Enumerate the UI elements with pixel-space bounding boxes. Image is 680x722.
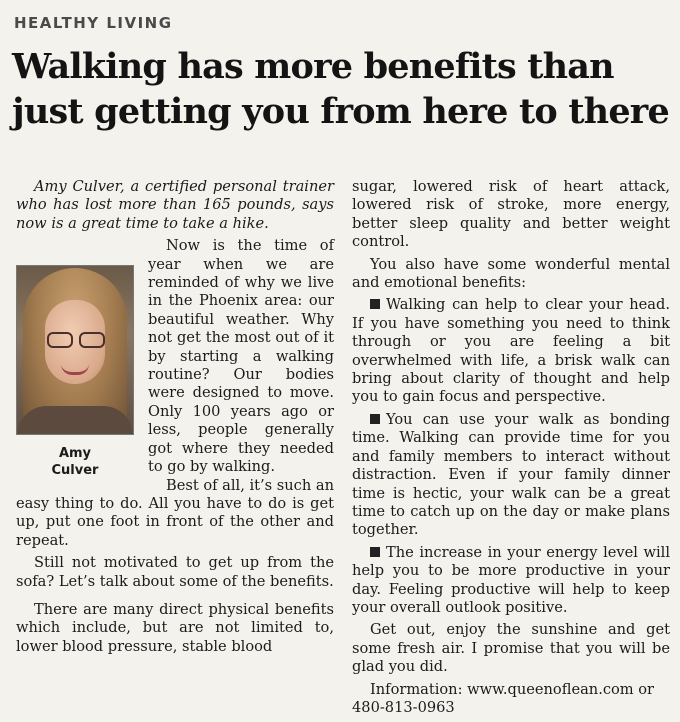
paragraph-continued: sugar, lowered risk of heart attack, lowered risk of stroke, more energy, better sleep quality and better weight control. <box>352 178 670 251</box>
information-line: Information: www.queenoflean.com or 480-813-0963 <box>352 680 655 716</box>
bullet-text: Walking can help to clear your head. If you have something you need to think through or you are feeling a bit overwhelmed with life, a brisk walk can bring about clarity of thought and help you to gain focus and perspective. <box>352 296 670 406</box>
paragraph-physical-benefits: There are many direct physical benefits which include, but are not limited to, lower blood pressure, stable blood <box>16 600 334 655</box>
caption-line-1: Amy <box>58 446 92 462</box>
left-column <box>16 178 334 656</box>
photo-caption <box>16 445 134 479</box>
paragraph-text: Now is the time of year when we are reminded of why we live in the Phoenix area: our beautiful weather. Why not get the most out of it by starting a walking routine? Our bodies were designed to move. Only 100 years ago or less, people generally got where they needed to go by walking. <box>148 237 334 476</box>
section-label: HEALTHY LIVING <box>14 14 173 32</box>
paragraph-still-not-motivated: Still not motivated to get up from the sofa? Let’s talk about some of the benefits. <box>16 554 334 590</box>
intro-paragraph: Amy Culver, a certified personal trainer who has lost more than 165 pounds, says now is a great time to take a hike. <box>16 178 334 232</box>
caption-line-2: Culver <box>51 463 99 479</box>
right-column <box>352 178 670 717</box>
bullet-text: You can use your walk as bonding time. Walking can provide time for you and family members to interact without distraction. Even if your family dinner time is hectic, your walk can be a great time to catch up on the day or make plans together. <box>352 410 670 539</box>
paragraph-mental-benefits: You also have some wonderful mental and emotional benefits: <box>352 255 670 292</box>
author-photo-box <box>16 265 134 479</box>
square-bullet-icon <box>370 547 380 557</box>
paragraph-get-out: Get out, enjoy the sunshine and get some fresh air. I promise that you will be glad you did. <box>352 621 670 676</box>
bullet-energy-level <box>352 544 670 618</box>
bullet-text: The increase in your energy level will help you to be more productive in your day. Feeling productive will help to keep your overall outlook positive. <box>352 543 670 616</box>
square-bullet-icon <box>370 414 380 424</box>
paragraph-now-is-the-time <box>16 237 334 479</box>
paragraph-best-of-all: Best of all, it’s such an easy thing to do. All you have to do is get up, put one foot in front of the other and repeat. <box>16 476 334 549</box>
bullet-bonding-time <box>352 411 670 540</box>
square-bullet-icon <box>370 299 380 309</box>
bullet-clear-head <box>352 296 670 406</box>
article-headline: Walking has more benefits than just getting you from here to there <box>12 46 669 132</box>
author-photo <box>16 265 134 435</box>
